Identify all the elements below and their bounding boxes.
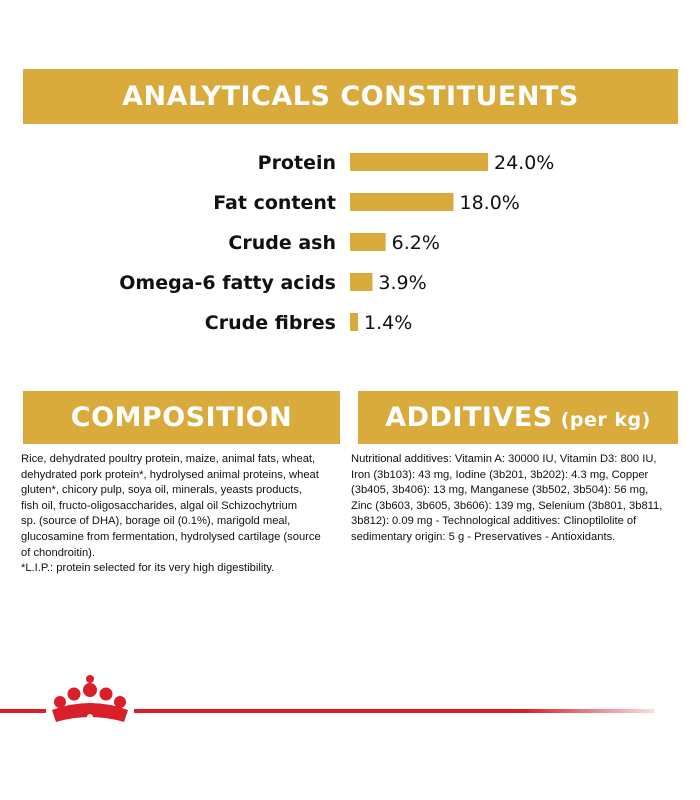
bar-value-label: 24.0% xyxy=(494,152,555,174)
composition-title: COMPOSITION xyxy=(70,402,293,433)
footer-red-line-left xyxy=(0,709,46,713)
bar-category-label: Fat content xyxy=(213,192,336,214)
additives-text: Nutritional additives: Vitamin A: 30000 IU, Vitamin D3: 800 IU, Iron (3b103): 43 mg, Iodine (3b201, 3b202): 4.3 mg, Copper (3b405, 3b406): 13 mg, Manganese (3b502, 3b504): 56 mg, Zinc (3b603, 3b605, 3b606): 139 mg, Selenium (3b801, 3b811, 3b812): 0.09 mg - Technological additives: Clinoptilolite of sedimentary origin: 5 g - Preservatives - Antioxidants. xyxy=(351,453,663,543)
bar-value-label: 3.9% xyxy=(378,272,427,294)
bar xyxy=(350,313,358,331)
bar-value-label: 6.2% xyxy=(391,232,440,254)
bar-category-label: Protein xyxy=(257,152,336,174)
composition-text: Rice, dehydrated poultry protein, maize, animal fats, wheat, dehydrated pork protein*, hydrolysed animal proteins, wheat gluten*, chicory pulp, soya oil, minerals, yeasts products, fish oil, fructo-oligosaccharides, algal oil Schizochytrium sp. (source of DHA), borage oil (0.1%), marigold meal, glucosamine from fermentation, hydrolysed cartilage (source of chondroitin). *L.I.P.: protein selected for its very high digestibility. xyxy=(21,453,321,575)
royal-canin-crown-icon xyxy=(44,672,136,730)
composition-banner xyxy=(23,391,340,444)
additives-subtitle: (per kg) xyxy=(560,408,651,431)
additives-banner xyxy=(358,391,678,444)
bar-category-label: Crude fibres xyxy=(204,312,336,334)
bar xyxy=(350,193,454,211)
bar xyxy=(350,153,488,171)
additives-title: ADDITIVES xyxy=(385,402,553,433)
bar-category-label: Omega-6 fatty acids xyxy=(119,272,336,294)
bar-category-label: Crude ash xyxy=(228,232,336,254)
bar-value-label: 18.0% xyxy=(459,192,520,214)
analytics-bar-chart xyxy=(0,140,700,350)
footer-red-line-right xyxy=(134,709,654,713)
analytics-chart-svg xyxy=(0,140,700,350)
bar-value-label: 1.4% xyxy=(364,312,413,334)
analytics-banner xyxy=(23,69,678,124)
bar xyxy=(350,273,372,291)
bar xyxy=(350,233,386,251)
analytics-title: ANALYTICALS CONSTITUENTS xyxy=(122,81,579,112)
